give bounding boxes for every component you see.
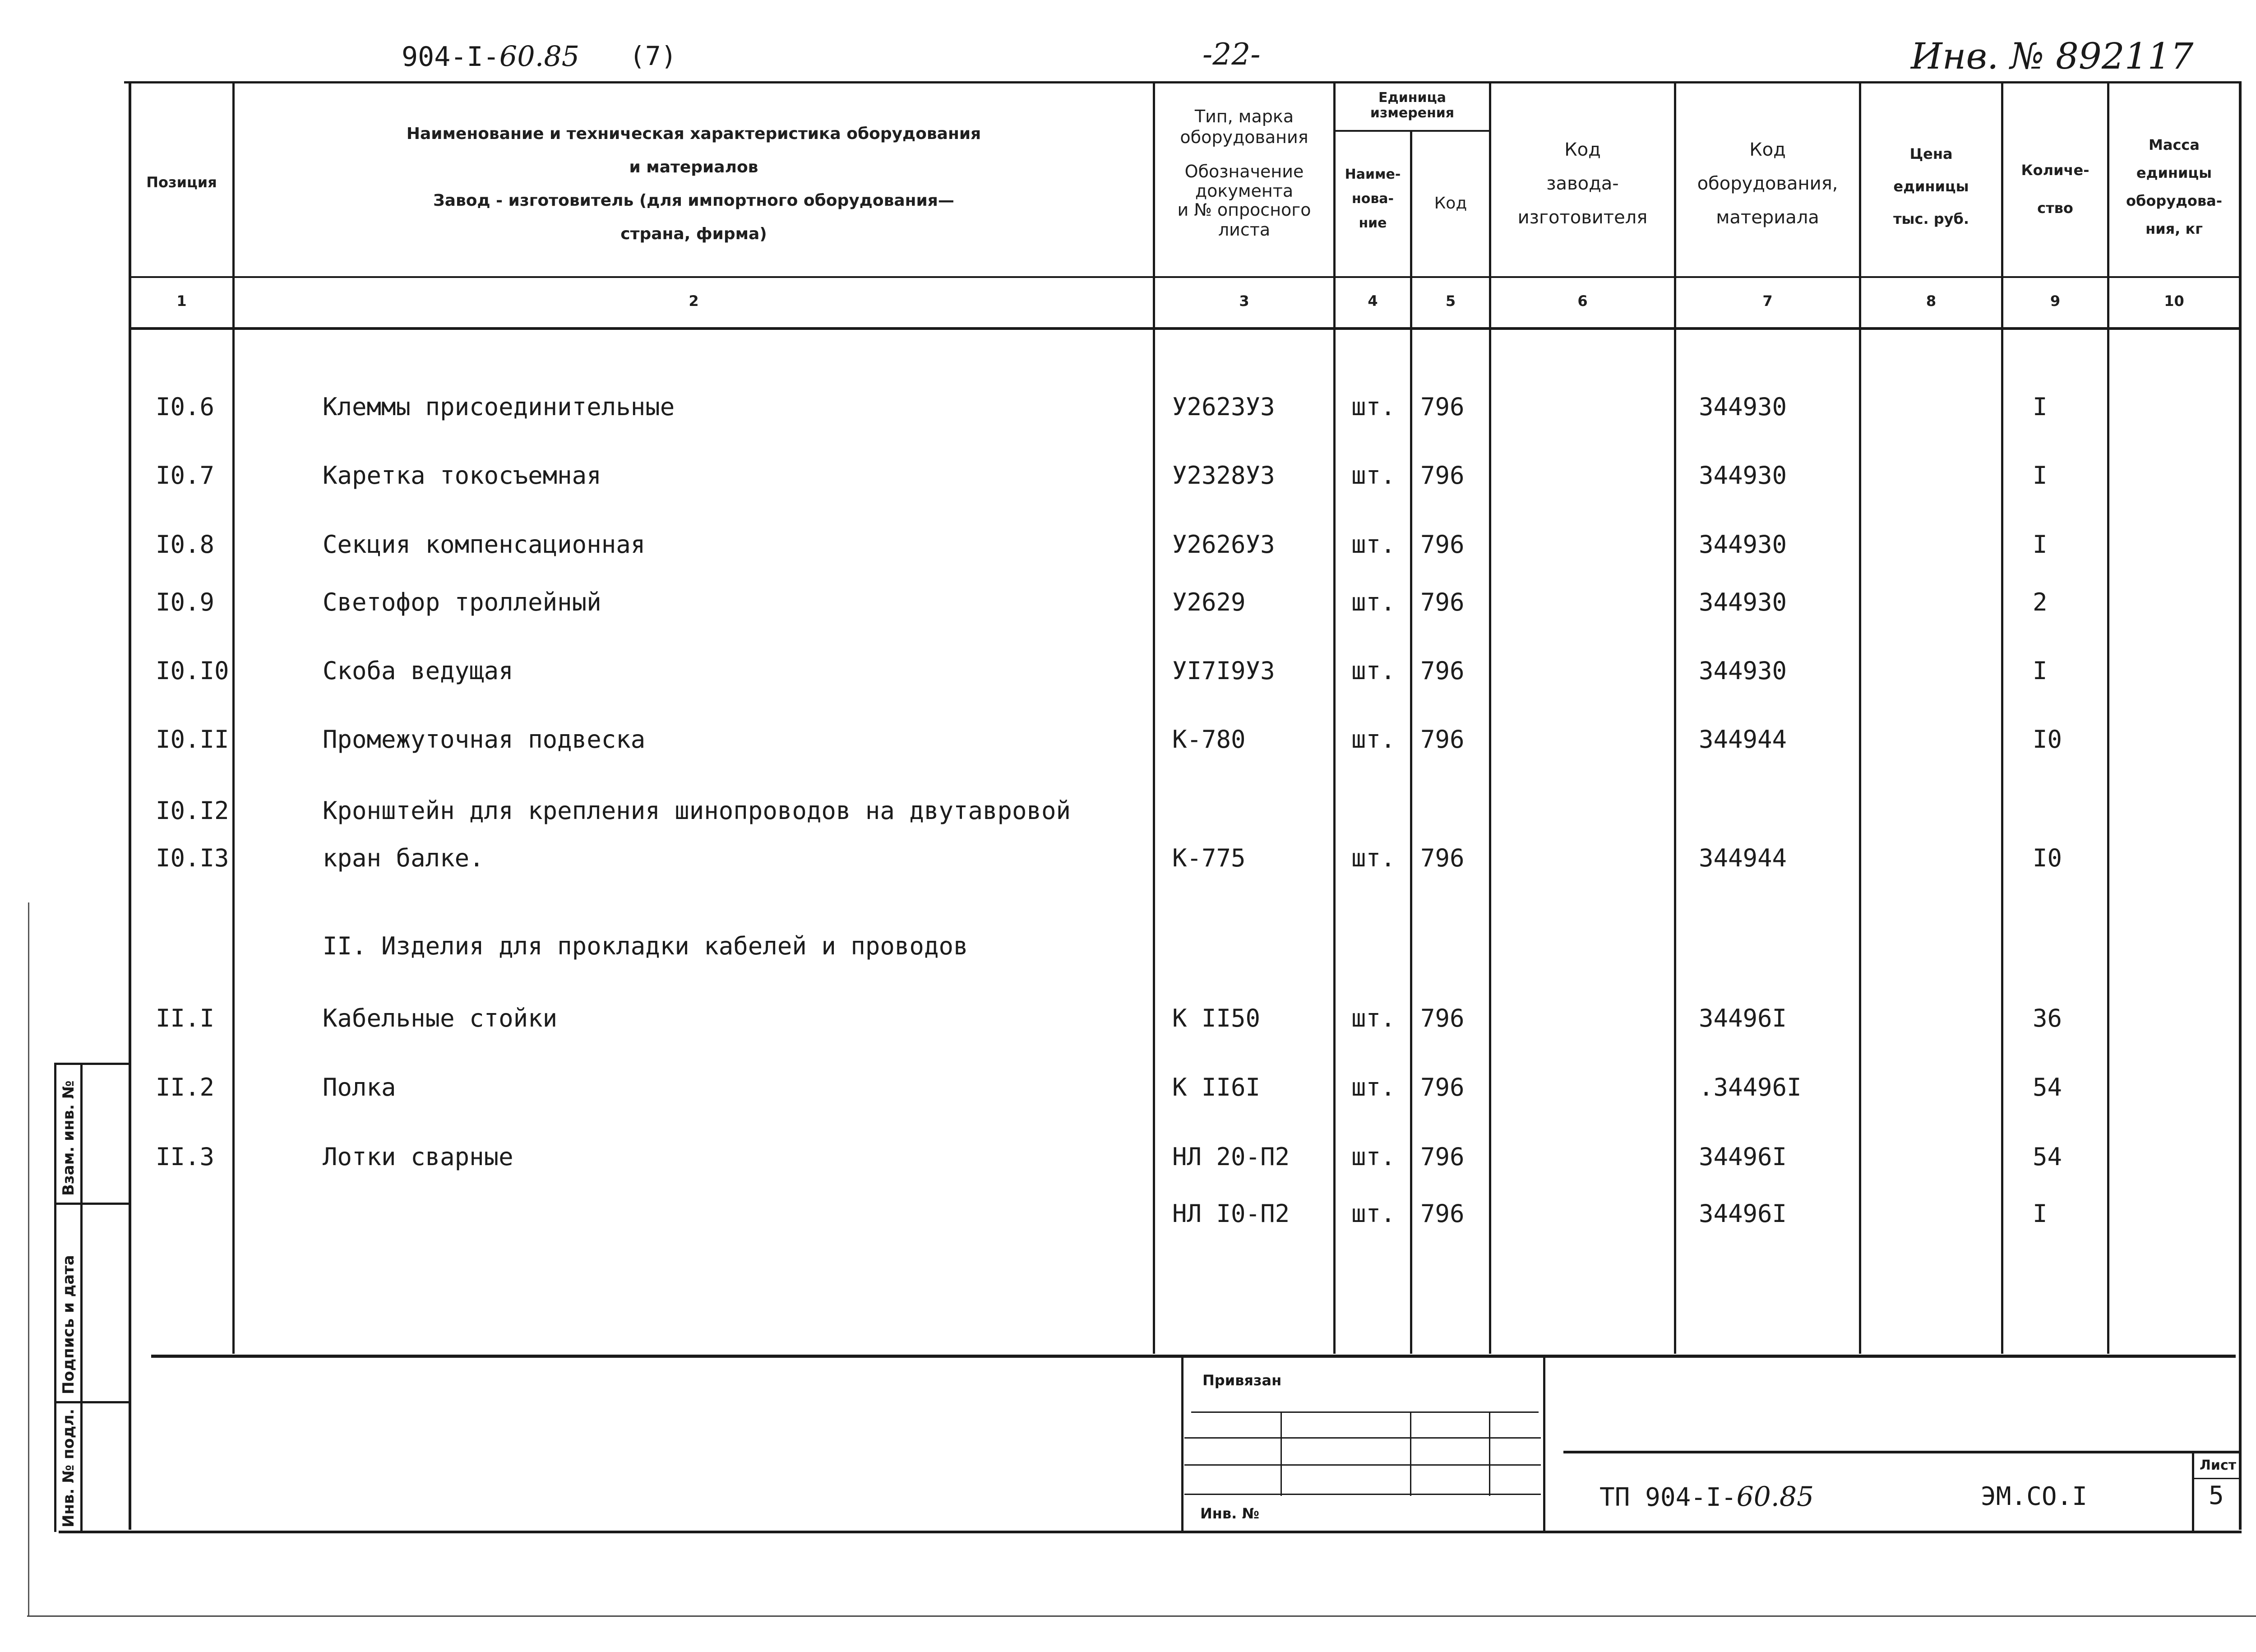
table-cell-qty: I bbox=[2033, 657, 2048, 685]
col-number-3: 3 bbox=[1239, 292, 1249, 310]
table-cell-qty: I0 bbox=[2033, 725, 2062, 754]
table-cell-qty: I bbox=[2033, 530, 2048, 559]
col-header-unit-name-line2: нова- bbox=[1351, 191, 1394, 207]
table-cell-unit: шт. bbox=[1351, 844, 1396, 872]
footer-doc-code-hand: 60.85 bbox=[1736, 1481, 1814, 1513]
table-cell-code: 34496I bbox=[1699, 1199, 1787, 1228]
col-header-mass-line4: ния, кг bbox=[2145, 220, 2203, 237]
table-cell-pos: I0.I3 bbox=[156, 844, 229, 872]
table-cell-ucode: 796 bbox=[1420, 1004, 1465, 1032]
doc-code-prefix: 904-I- bbox=[402, 41, 499, 73]
col-line-2 bbox=[1153, 81, 1155, 1354]
col-header-mass-line1: Масса bbox=[2149, 136, 2200, 153]
table-cell-name: Каретка токосъемная bbox=[323, 461, 601, 490]
table-cell-unit: шт. bbox=[1351, 1073, 1396, 1101]
unit-group-line bbox=[1336, 130, 1489, 132]
col-header-name-line4: страна, фирма) bbox=[620, 225, 767, 243]
stamp-inner-left bbox=[80, 1063, 83, 1532]
table-cell-unit: шт. bbox=[1351, 1004, 1396, 1032]
col-header-name-line2: и материалов bbox=[629, 158, 758, 176]
col-header-unit-group-line2: измерения bbox=[1370, 105, 1455, 121]
table-cell-name: Лотки сварные bbox=[323, 1143, 513, 1171]
linked-row-line-1 bbox=[1191, 1411, 1539, 1413]
col-line-3 bbox=[1333, 81, 1336, 1354]
table-cell-unit: шт. bbox=[1351, 530, 1396, 559]
table-cell-name: Светофор троллейный bbox=[323, 588, 601, 616]
footer-mark: ЭМ.СО.I bbox=[1981, 1482, 2088, 1511]
table-cell-name: Кронштейн для крепления шинопроводов на двутавровой bbox=[323, 796, 1071, 825]
col-line-8 bbox=[2001, 81, 2003, 1354]
col-header-unit-name-line3: ние bbox=[1359, 215, 1387, 231]
table-cell-qty: I bbox=[2033, 393, 2048, 421]
table-cell-pos: I0.7 bbox=[156, 461, 215, 490]
table-cell-qty: I bbox=[2033, 461, 2048, 490]
linked-label: Привязан bbox=[1202, 1372, 1282, 1389]
table-cell-code: 344930 bbox=[1699, 461, 1787, 490]
doc-code-hand: 60.85 bbox=[499, 40, 580, 73]
table-cell-qty: 54 bbox=[2033, 1143, 2062, 1171]
col-number-4: 4 bbox=[1368, 292, 1378, 310]
table-cell-qty: 54 bbox=[2033, 1073, 2062, 1101]
table-cell-qty: 2 bbox=[2033, 588, 2048, 616]
table-cell-ucode: 796 bbox=[1420, 461, 1465, 490]
table-cell-code: 34496I bbox=[1699, 1143, 1787, 1171]
col-header-position: Позиция bbox=[146, 174, 217, 191]
col-line-1 bbox=[232, 81, 235, 1354]
table-cell-name: Промежуточная подвеска bbox=[323, 725, 646, 754]
table-cell-code: 344930 bbox=[1699, 393, 1787, 421]
table-cell-ucode: 796 bbox=[1420, 588, 1465, 616]
col-header-equip-code-line1: Код bbox=[1749, 139, 1786, 160]
col-header-price bbox=[1861, 138, 2001, 235]
col-number-2: 2 bbox=[689, 292, 699, 310]
sheet-box-mid bbox=[2194, 1478, 2239, 1479]
sheet-label: Лист bbox=[2200, 1458, 2237, 1473]
linked-box-left bbox=[1181, 1356, 1183, 1532]
table-cell-name: кран балке. bbox=[323, 844, 484, 872]
table-cell-pos: II.2 bbox=[156, 1073, 215, 1101]
title-block-line bbox=[1563, 1451, 2239, 1453]
table-cell-unit: шт. bbox=[1351, 1199, 1396, 1228]
table-cell-name: II. Изделия для прокладки кабелей и проводов bbox=[323, 932, 968, 960]
col-header-unit-name-line1: Наиме- bbox=[1345, 167, 1401, 182]
col-header-name-line3: Завод - изготовитель (для импортного оборудования— bbox=[433, 191, 954, 210]
frame-top bbox=[124, 81, 2240, 83]
table-cell-ucode: 796 bbox=[1420, 1143, 1465, 1171]
col-header-maker-code-line2: завода- bbox=[1546, 173, 1619, 194]
table-cell-ucode: 796 bbox=[1420, 1199, 1465, 1228]
table-cell-qty: 36 bbox=[2033, 1004, 2062, 1032]
table-cell-qty: I bbox=[2033, 1199, 2048, 1228]
table-cell-name: Клеммы присоединительные bbox=[323, 393, 675, 421]
stamp-sign-date: Подпись и дата bbox=[60, 1255, 78, 1394]
table-cell-type: НЛ I0-П2 bbox=[1172, 1199, 1290, 1228]
stamp-inv-podl: Инв. № подл. bbox=[60, 1408, 78, 1527]
doc-sheet-ref: (7) bbox=[629, 41, 677, 71]
table-cell-pos: I0.I0 bbox=[156, 657, 229, 685]
table-cell-pos: I0.9 bbox=[156, 588, 215, 616]
col-header-unit-group bbox=[1336, 90, 1489, 121]
col-number-10: 10 bbox=[2164, 292, 2184, 310]
table-cell-type: К-775 bbox=[1172, 844, 1246, 872]
table-cell-pos: II.3 bbox=[156, 1143, 215, 1171]
table-cell-code: .34496I bbox=[1699, 1073, 1802, 1101]
col-header-mass-line3: оборудова- bbox=[2126, 192, 2223, 209]
col-header-type-line3: Обозначение bbox=[1184, 162, 1304, 181]
stamp-div-1 bbox=[54, 1203, 131, 1205]
table-cell-type: У2328УЗ bbox=[1172, 461, 1275, 490]
col-header-qty-line1: Количе- bbox=[2021, 162, 2090, 179]
doc-code bbox=[402, 40, 579, 73]
table-cell-unit: шт. bbox=[1351, 461, 1396, 490]
col-header-unit-name bbox=[1336, 162, 1410, 236]
table-cell-type: У2626УЗ bbox=[1172, 530, 1275, 559]
linked-col-line-3 bbox=[1489, 1412, 1490, 1496]
col-header-mass-line2: единицы bbox=[2136, 164, 2212, 181]
col-header-maker-code-line3: изготовителя bbox=[1517, 207, 1648, 228]
col-line-9 bbox=[2107, 81, 2109, 1354]
table-cell-type: К-780 bbox=[1172, 725, 1246, 754]
table-cell-pos: I0.6 bbox=[156, 393, 215, 421]
table-cell-type: УI7I9УЗ bbox=[1172, 657, 1275, 685]
col-header-equip-code-line3: материала bbox=[1716, 207, 1819, 228]
table-cell-name: Кабельные стойки bbox=[323, 1004, 558, 1032]
table-cell-unit: шт. bbox=[1351, 657, 1396, 685]
footer-doc-code-prefix: ТП 904-I- bbox=[1600, 1483, 1737, 1512]
table-cell-code: 344930 bbox=[1699, 530, 1787, 559]
table-cell-pos: I0.II bbox=[156, 725, 229, 754]
table-cell-unit: шт. bbox=[1351, 588, 1396, 616]
col-header-price-line3: тыс. руб. bbox=[1893, 210, 1969, 227]
stamp-outer-left bbox=[54, 1063, 56, 1532]
col-header-type-line4: документа bbox=[1195, 181, 1294, 201]
linked-row-line-4 bbox=[1184, 1494, 1541, 1495]
col-header-type-line1: Тип, марка bbox=[1194, 106, 1294, 126]
col-header-type-line6: листа bbox=[1218, 220, 1271, 240]
linked-col-line-1 bbox=[1281, 1412, 1282, 1496]
inventory-number: Инв. № 892117 bbox=[1911, 35, 2194, 77]
page-number: -22- bbox=[1202, 37, 1261, 72]
col-header-name bbox=[235, 117, 1153, 251]
col-header-qty bbox=[2003, 151, 2107, 227]
table-cell-ucode: 796 bbox=[1420, 393, 1465, 421]
col-line-5 bbox=[1489, 81, 1491, 1354]
table-cell-unit: шт. bbox=[1351, 393, 1396, 421]
footer-top-line bbox=[151, 1355, 2236, 1358]
col-number-9: 9 bbox=[2050, 292, 2061, 310]
col-header-equip-code bbox=[1676, 133, 1859, 235]
stamp-div-2 bbox=[54, 1401, 131, 1403]
col-header-type-line2: оборудования bbox=[1180, 127, 1308, 147]
table-cell-code: 344930 bbox=[1699, 588, 1787, 616]
outer-bottom-line bbox=[27, 1615, 2256, 1617]
table-cell-code: 344930 bbox=[1699, 657, 1787, 685]
table-cell-unit: шт. bbox=[1351, 725, 1396, 754]
sheet-box-left bbox=[2192, 1452, 2194, 1532]
table-cell-code: 34496I bbox=[1699, 1004, 1787, 1032]
col-line-7 bbox=[1859, 81, 1861, 1354]
col-header-unit-code: Код bbox=[1434, 194, 1467, 213]
table-cell-type: У2629 bbox=[1172, 588, 1246, 616]
col-header-equip-code-line2: оборудования, bbox=[1697, 173, 1838, 194]
col-header-type-line5: и № опросного bbox=[1177, 200, 1311, 220]
frame-right bbox=[2239, 81, 2242, 1530]
col-header-price-line1: Цена bbox=[1909, 145, 1953, 162]
col-header-price-line2: единицы bbox=[1893, 178, 1969, 195]
table-cell-ucode: 796 bbox=[1420, 657, 1465, 685]
table-cell-ucode: 796 bbox=[1420, 1073, 1465, 1101]
col-number-8: 8 bbox=[1926, 292, 1937, 310]
table-cell-type: У2623УЗ bbox=[1172, 393, 1275, 421]
table-cell-type: НЛ 20-П2 bbox=[1172, 1143, 1290, 1171]
inv-label: Инв. № bbox=[1200, 1505, 1259, 1522]
table-cell-name: Секция компенсационная bbox=[323, 530, 646, 559]
table-cell-name: Скоба ведущая bbox=[323, 657, 513, 685]
col-header-unit-group-line1: Единица bbox=[1378, 90, 1446, 106]
sheet-number: 5 bbox=[2209, 1481, 2224, 1510]
linked-col-line-2 bbox=[1410, 1412, 1411, 1496]
table-cell-pos: I0.I2 bbox=[156, 796, 229, 825]
col-number-6: 6 bbox=[1577, 292, 1588, 310]
frame-bottom bbox=[59, 1531, 2242, 1533]
col-number-5: 5 bbox=[1445, 292, 1456, 310]
table-cell-type: К II50 bbox=[1172, 1004, 1261, 1032]
stamp-vzam-inv: Взам. инв. № bbox=[60, 1080, 78, 1196]
col-number-7: 7 bbox=[1762, 292, 1773, 310]
col-header-name-line1: Наименование и техническая характеристика оборудования bbox=[406, 125, 981, 143]
table-cell-type: К II6I bbox=[1172, 1073, 1261, 1101]
header-line-2 bbox=[131, 327, 2239, 330]
linked-box-right bbox=[1543, 1356, 1545, 1532]
table-cell-code: 344944 bbox=[1699, 844, 1787, 872]
header-line-1 bbox=[131, 276, 2239, 278]
col-line-4 bbox=[1410, 131, 1412, 1354]
table-cell-code: 344944 bbox=[1699, 725, 1787, 754]
footer-doc-code bbox=[1600, 1481, 1814, 1513]
table-cell-ucode: 796 bbox=[1420, 725, 1465, 754]
col-header-maker-code bbox=[1491, 133, 1674, 235]
linked-row-line-2 bbox=[1184, 1437, 1541, 1439]
col-header-mass bbox=[2109, 131, 2239, 243]
table-cell-unit: шт. bbox=[1351, 1143, 1396, 1171]
table-cell-qty: I0 bbox=[2033, 844, 2062, 872]
table-cell-ucode: 796 bbox=[1420, 844, 1465, 872]
col-number-1: 1 bbox=[176, 292, 187, 310]
table-cell-name: Полка bbox=[323, 1073, 396, 1101]
col-header-type bbox=[1155, 106, 1333, 240]
linked-row-line-3 bbox=[1184, 1464, 1541, 1466]
table-cell-pos: I0.8 bbox=[156, 530, 215, 559]
col-header-qty-line2: ство bbox=[2037, 199, 2073, 217]
table-cell-pos: II.I bbox=[156, 1004, 215, 1032]
table-cell-ucode: 796 bbox=[1420, 530, 1465, 559]
stamp-top bbox=[54, 1063, 131, 1065]
outer-left-line bbox=[28, 902, 29, 1615]
col-line-6 bbox=[1674, 81, 1676, 1354]
col-header-maker-code-line1: Код bbox=[1564, 139, 1601, 160]
